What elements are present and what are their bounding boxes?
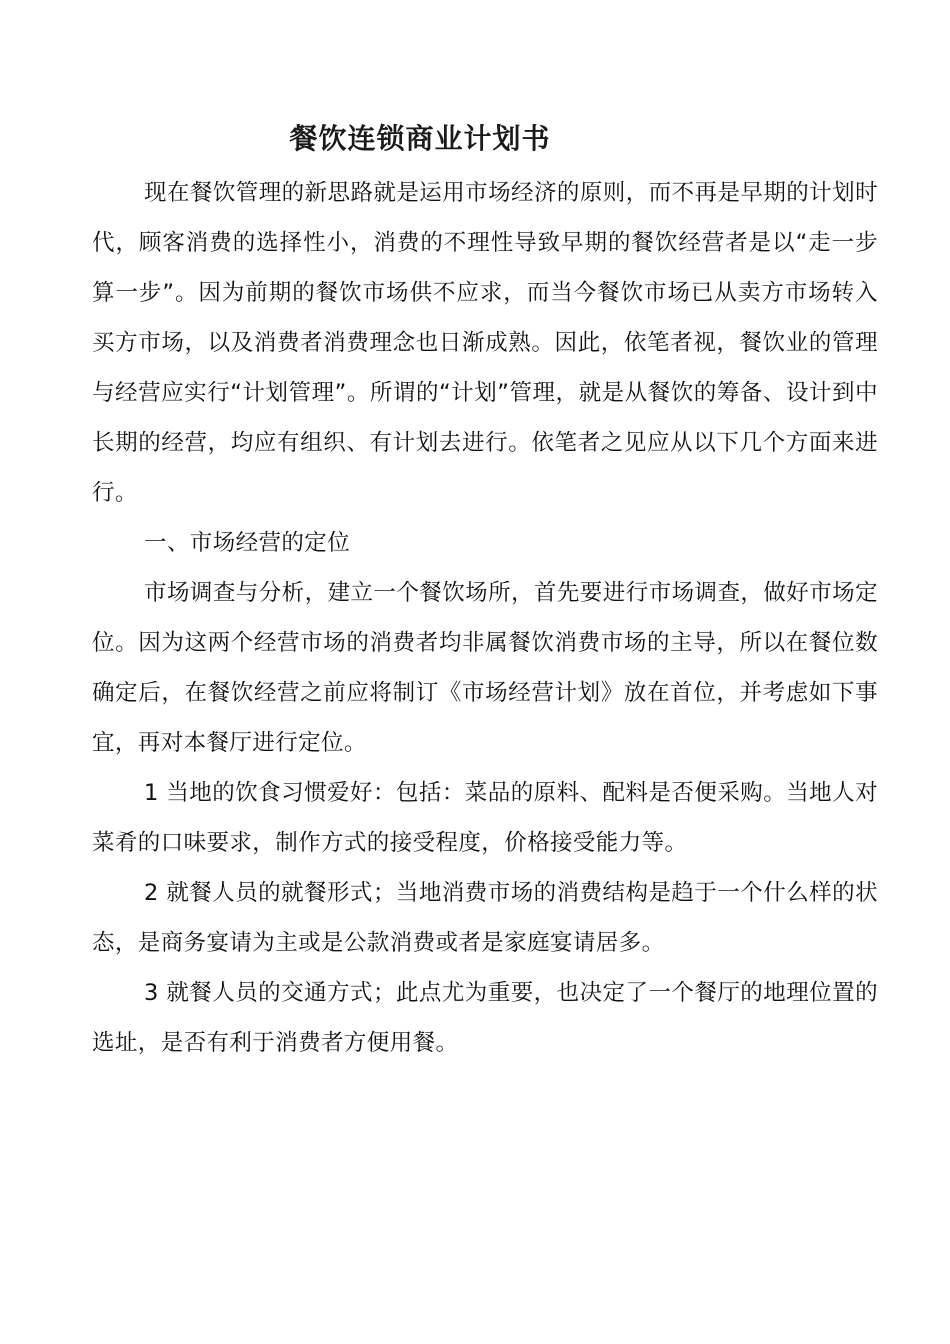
list-item-transport-mode: 3 就餐人员的交通方式；此点尤为重要，也决定了一个餐厅的地理位置的选址，是否有利于消费者方便用餐。 — [92, 980, 878, 1056]
document-title: 餐饮连锁商业计划书 — [289, 121, 551, 155]
section-heading-market-positioning: 一、市场经营的定位 — [144, 530, 351, 556]
document-body — [92, 168, 878, 1068]
list-item-eating-habits: 1 当地的饮食习惯爱好：包括：菜品的原料、配料是否便采购。当地人对菜肴的口味要求，制作方式的接受程度，价格接受能力等。 — [92, 780, 878, 856]
list-item-dining-form: 2 就餐人员的就餐形式；当地消费市场的消费结构是趋于一个什么样的状态，是商务宴请为主或是公款消费或者是家庭宴请居多。 — [92, 880, 878, 956]
market-research-paragraph: 市场调查与分析，建立一个餐饮场所，首先要进行市场调查，做好市场定位。因为这两个经营市场的消费者均非属餐饮消费市场的主导，所以在餐位数确定后，在餐饮经营之前应将制订《市场经营计划》放在首位，并考虑如下事宜，再对本餐厅进行定位。 — [92, 580, 878, 756]
intro-paragraph: 现在餐饮管理的新思路就是运用市场经济的原则，而不再是早期的计划时代，顾客消费的选择性小，消费的不理性导致早期的餐饮经营者是以“走一步算一步”。因为前期的餐饮市场供不应求，而当今餐饮市场已从卖方市场转入买方市场，以及消费者消费理念也日渐成熟。因此，依笔者视，餐饮业的管理与经营应实行“计划管理”。所谓的“计划”管理，就是从餐饮的筹备、设计到中长期的经营，均应有组织、有计划去进行。依笔者之见应从以下几个方面来进行。 — [92, 180, 878, 506]
